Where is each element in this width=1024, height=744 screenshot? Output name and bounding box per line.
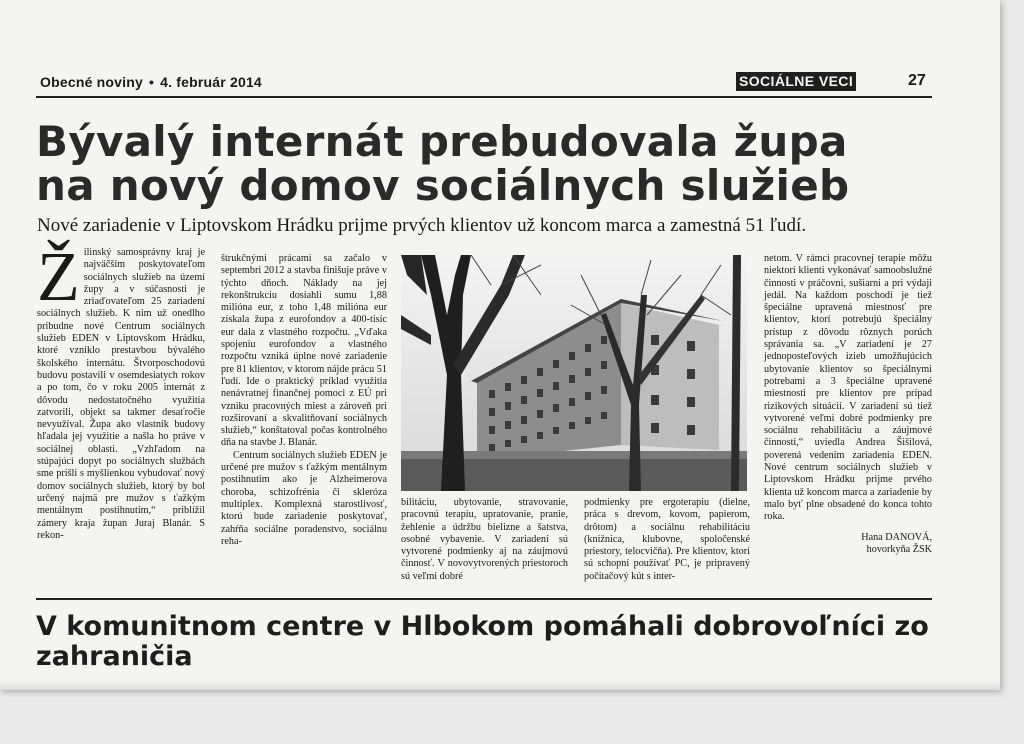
article-column-5: [764, 253, 932, 556]
article-column-1: [37, 239, 205, 542]
article-headline: Bývalý internát prebudovala župa na nový domov sociálnych služieb: [36, 117, 850, 210]
building-photo-illustration: [401, 255, 747, 491]
building-photo: [401, 255, 747, 491]
column-5-text: netom. V rámci pracovnej terapie môžu niektorí klienti vykonávať samoobslužné činnosti v práčovni, sušiarni a pri výdaji jedál. Na každom poschodí je tiež špeciálne upravená miestnosť pre klientov, ktorí potrebujú špeciálny prístup z dôvodu rôznych porúch správania sa. „V zariadení je 27 jednoposteľových izieb umožňujúcich ubytovanie klientov so špeciálnymi potrebami a 3 špeciálne upravené miestnosti pre klientov pre prípad rizikových situácií. V zariadení sú tiež vytvorené veľmi dobré podmienky pre sociálnu rehabilitáciu a záujmové činnosti,“ uviedla Andrea Šišilová, poverená vedením zariadenia EDEN. Nové centrum sociálnych služieb v Liptovskom Hrádku prijme prvého klienta už koncom marca a zariadenie by malo byť plne obsadené do konca tohto roka.: [764, 253, 932, 523]
column-2-paragraph-1: štrukčnými prácami sa začalo v septembri 2012 a stavba finišuje práve v týchto dňoch. Náklady na jej rekonštrukciu dosiahli sumu 1,88 milióna eur, z toho 1,48 milióna eur získala župa z eurofondov a 400-tisíc eur dala z vlastného rozpočtu. „Vďaka spojeniu eurofondov a vlastného rozpočtu vzniká úplne nové zariadenie pre 81 klientov, v ktorom nájde prácu 51 ľudí. Ide o praktický príklad využitia nenávratnej finančnej pomoci z EÚ pri vzniku pracovných miest a zároveň pri rozširovaní a skvalitňovaní sociálnych služieb,“ konštatoval počas kontrolného dňa na stavbe J. Blanár.: [221, 253, 387, 449]
next-article-headline: V komunitnom centre v Hlbokom pomáhali dobrovoľníci zo zahraničia: [36, 611, 929, 672]
page-header: [40, 72, 932, 94]
page-number: 27: [908, 72, 926, 89]
column-4-text: podmienky pre ergoterapiu (dielne, práca s drevom, kovom, papierom, drôtom) a sociálnu rehabilitáciu (knižnica, klubovne, spoločenské priestory, telocvičňa). Pre klientov, ktorí sú schopní používať PC, je pripravený počítačový kút s inter-: [584, 497, 750, 582]
article-column-4: [584, 497, 750, 583]
header-separator: •: [148, 74, 155, 90]
article-column-3: [401, 497, 568, 583]
article-column-2: [221, 253, 387, 548]
column-2-paragraph-2: Centrum sociálnych služieb EDEN je určené pre mužov s ťažkým mentálnym postihnutím ako je Alzheimerova choroba, schizofrénia či skleróza multiplex. Komplexná starostlivosť, ktorú bude zariadenie poskytovať, zahŕňa sociálne poradenstvo, sociálnu reha-: [221, 449, 387, 547]
newspaper-masthead: [40, 74, 262, 90]
article-subtitle: Nové zariadenie v Liptovskom Hrádku prijme prvých klientov už koncom marca a zamestná 51 ľudí.: [37, 215, 807, 236]
author-role: hovorkyňa ŽSK: [866, 543, 932, 555]
column-3-text: bilitáciu, ubytovanie, stravovanie, pracovnú terapiu, upratovanie, pranie, žehlenie a údržbu bielizne a šatstva, osobné vybavenie. V zariadení sú vytvorené podmienky aj na záujmovú činnosť. V novovytvorených priestoroch sú veľmi dobré: [401, 497, 568, 582]
header-rule: [36, 96, 932, 98]
section-label: SOCIÁLNE VECI: [736, 72, 856, 91]
author-signature: [764, 532, 932, 557]
author-name: Hana DANOVÁ,: [861, 531, 932, 543]
issue-date: 4. február 2014: [160, 74, 262, 90]
article-divider: [36, 598, 932, 600]
drop-cap: Ž: [37, 239, 80, 316]
newspaper-name: Obecné noviny: [40, 74, 143, 90]
column-1-text: ilinský samosprávny kraj je najväčším poskytovateľom sociálnych služieb na území župy a v súčasnosti je zriaďovateľom 25 zariadení sociálnych služieb. K nim už onedlho pribudne nové Centrum sociálnych služieb EDEN v Liptovskom Hrádku, ktoré vzniklo prestavbou bývalého školského internátu. Štvorposchodovú budovu postavili v osemdesiatych rokov a po tom, čo v roku 2005 internát z dôvodu nedostatočného využitia zatvorili, objekt sa takmer desaťročie nevyužíval. Župa ako vlastník budovy hľadala jej využitie a našla ho práve v sociálnej oblasti. „Vzhľadom na stúpajúci dopyt po sociálnych službách sme prišli s myšlienkou vybudovať nový domov sociálnych služieb, ktorý by bol určený najmä pre mužov s ťažkým mentálnym postihnutím,“ priblížil zámery kraja župan Juraj Blanár. S rekon-: [37, 247, 205, 541]
